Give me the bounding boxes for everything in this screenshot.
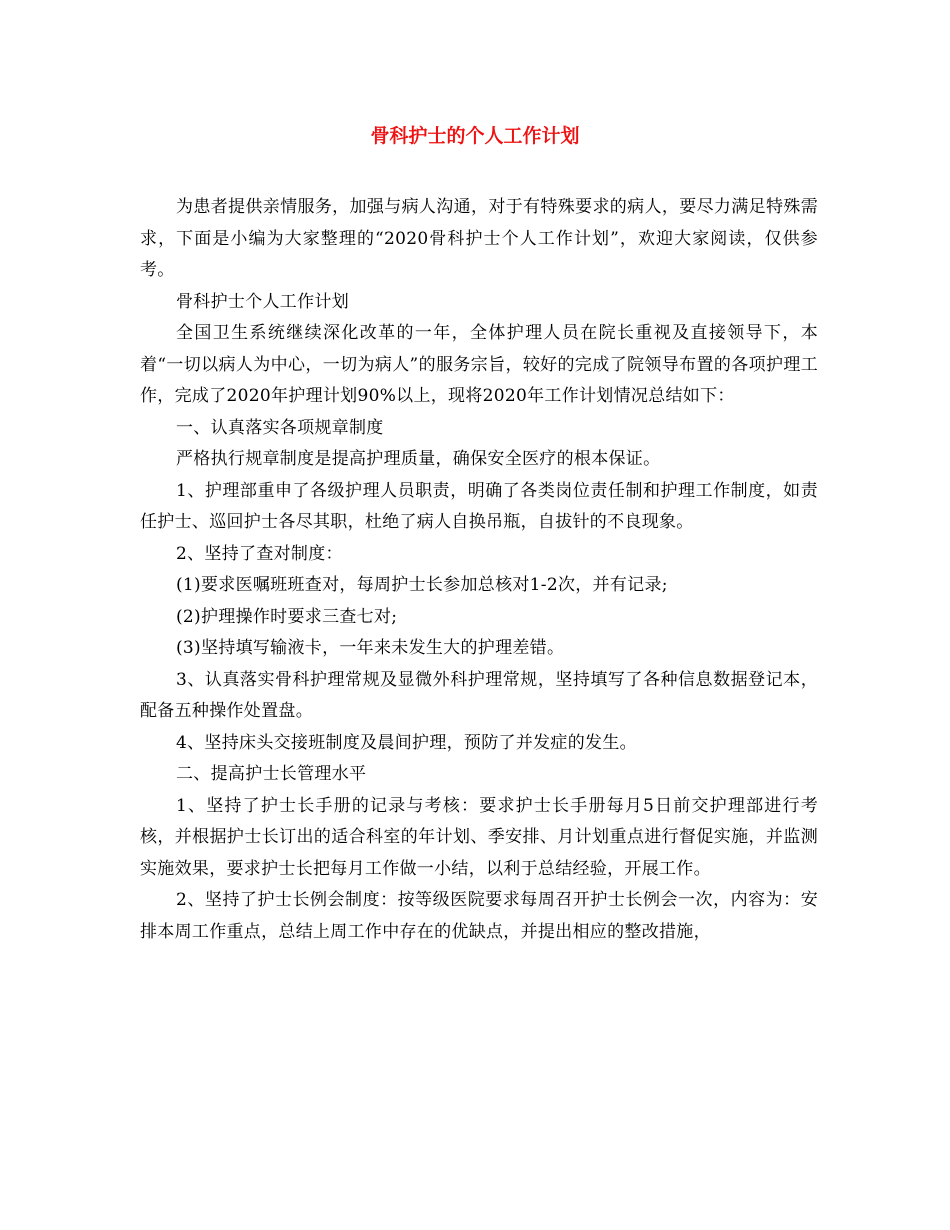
document-title: 骨科护士的个人工作计划 (370, 125, 580, 147)
sub-list-item: (1)要求医嘱班班查对，每周护士长参加总核对1-2次，并有记录; (176, 575, 668, 595)
list-item: 2、坚持了护士长例会制度：按等级医院要求每周召开护士长例会一次，内容为：安排本周工作重点，总结上周工作中存在的优缺点，并提出相应的整改措施， (140, 890, 818, 942)
list-item: 1、护理部重申了各级护理人员职责，明确了各类岗位责任制和护理工作制度，如责任护士、巡回护士各尽其职，杜绝了病人自换吊瓶，自拔针的不良现象。 (140, 480, 818, 532)
sub-list-item: (2)护理操作时要求三查七对; (176, 606, 398, 627)
list-item: 3、认真落实骨科护理常规及显微外科护理常规，坚持填写了各种信息数据登记本，配备五种操作处置盘。 (140, 669, 818, 721)
section-heading-2: 二、提高护士长管理水平 (176, 764, 367, 784)
list-item: 1、坚持了护士长手册的记录与考核：要求护士长手册每月5日前交护理部进行考核，并根据护士长订出的适合科室的年计划、季安排、月计划重点进行督促实施，并监测实施效果，要求护士长把每月工作做一小结，以利于总结经验，开展工作。 (140, 795, 818, 879)
section-heading-1: 一、认真落实各项规章制度 (176, 417, 384, 438)
summary-paragraph: 全国卫生系统继续深化改革的一年，全体护理人员在院长重视及直接领导下，本着“一切以病人为中心，一切为病人”的服务宗旨，较好的完成了院领导布置的各项护理工作，完成了2020年护理计划90%以上，现将2020年工作计划情况总结如下： (140, 323, 818, 406)
intro-paragraph: 为患者提供亲情服务，加强与病人沟通，对于有特殊要求的病人，要尽力满足特殊需求，下面是小编为大家整理的“2020骨科护士个人工作计划”，欢迎大家阅读，仅供参考。 (140, 197, 818, 280)
subtitle-paragraph: 骨科护士个人工作计划 (176, 291, 349, 312)
list-item: 2、坚持了查对制度： (176, 543, 343, 564)
document-body (140, 192, 818, 948)
body-paragraph: 严格执行规章制度是提高护理质量，确保安全医疗的根本保证。 (176, 449, 661, 469)
list-item: 4、坚持床头交接班制度及晨间护理，预防了并发症的发生。 (176, 732, 637, 753)
sub-list-item: (3)坚持填写输液卡，一年来未发生大的护理差错。 (176, 638, 565, 658)
